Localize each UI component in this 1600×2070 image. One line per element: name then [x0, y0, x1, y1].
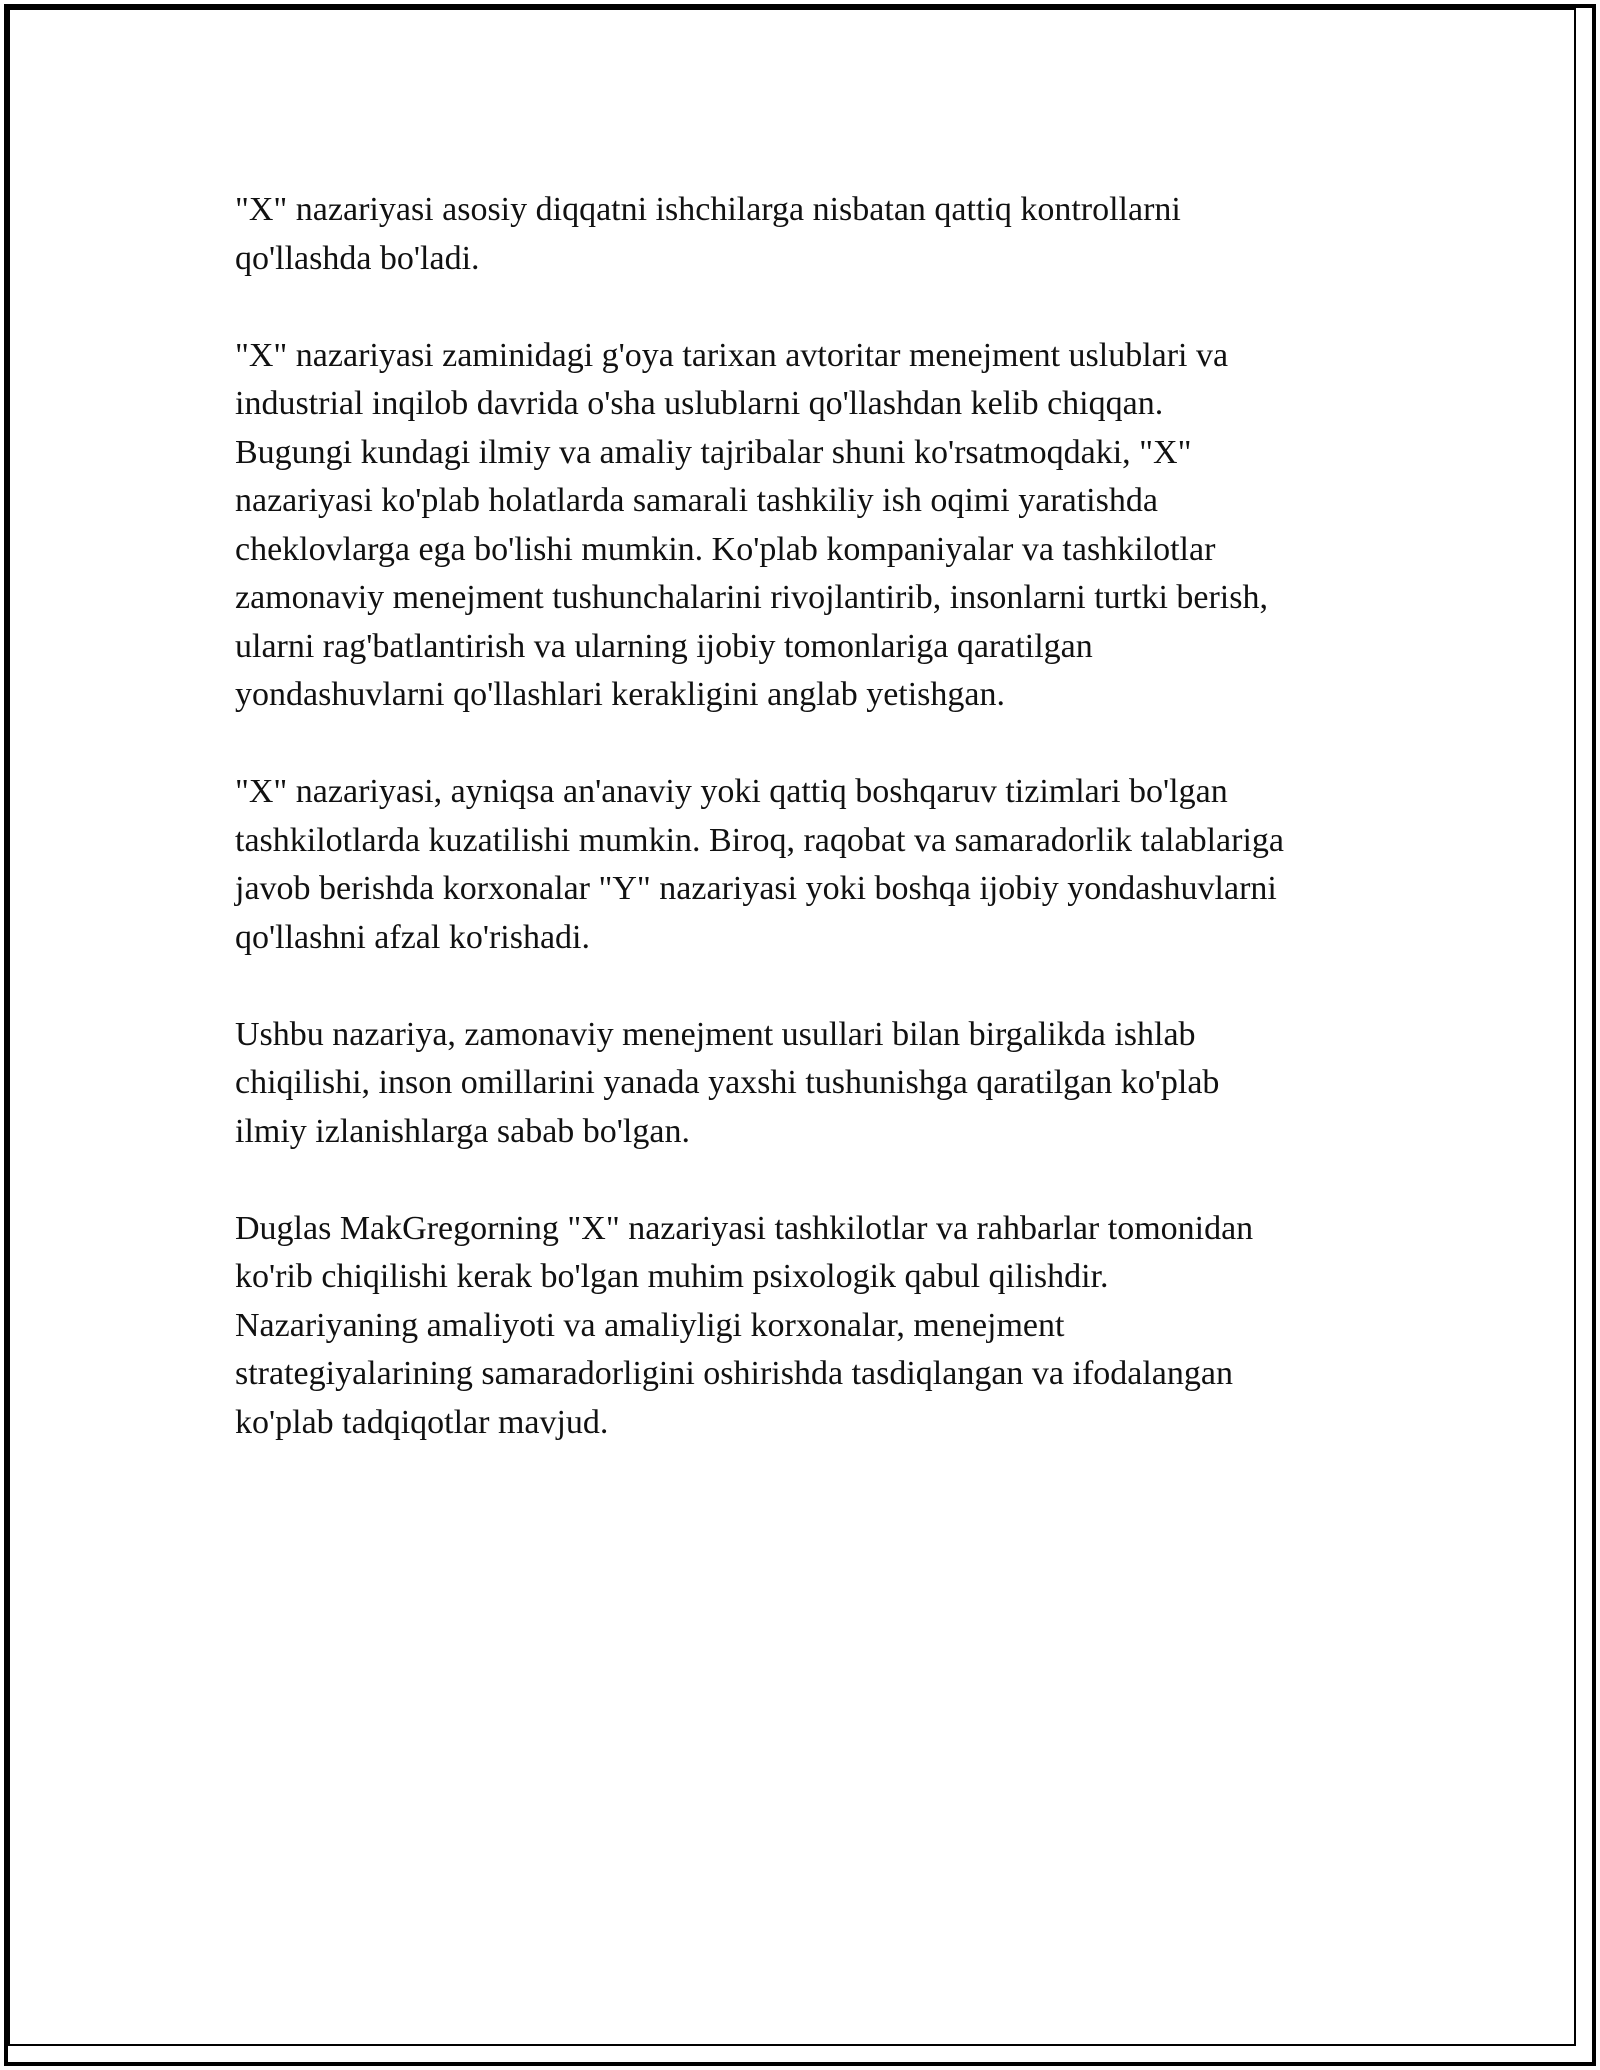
text-line: ilmiy izlanishlarga sabab bo'lgan.	[235, 1112, 690, 1150]
paragraph-5	[235, 1205, 1405, 1448]
text-line: qo'llashni afzal ko'rishadi.	[235, 918, 590, 956]
text-line: yondashuvlarni qo'llashlari kerakligini anglab yetishgan.	[235, 676, 1005, 713]
document-body	[235, 186, 1405, 1496]
text-line: chiqilishi, inson omillarini yanada yaxshi tushunishga qaratilgan ko'plab	[235, 1064, 1220, 1101]
text-line: tashkilotlarda kuzatilishi mumkin. Biroq, raqobat va samaradorlik talablariga	[235, 821, 1284, 859]
paragraph-2	[235, 332, 1405, 720]
text-line: Ushbu nazariya, zamonaviy menejment usullari bilan birgalikda ishlab	[235, 1015, 1196, 1053]
text-line: "X" nazariyasi zaminidagi g'oya tarixan avtoritar menejment uslublari va	[235, 336, 1229, 374]
text-line: Bugungi kundagi ilmiy va amaliy tajribalar shuni ko'rsatmoqdaki, "X"	[235, 433, 1192, 471]
paragraph-1	[235, 186, 1405, 283]
text-line: strategiyalarining samaradorligini oshirishda tasdiqlangan va ifodalangan	[235, 1355, 1233, 1392]
text-line: nazariyasi ko'plab holatlarda samarali tashkiliy ish oqimi yaratishda	[235, 482, 1158, 519]
text-line: ularni rag'batlantirish va ularning ijobiy tomonlariga qaratilgan	[235, 627, 1093, 665]
text-line: Duglas MakGregorning "X" nazariyasi tashkilotlar va rahbarlar tomonidan	[235, 1209, 1254, 1247]
text-line: qo'llashda bo'ladi.	[235, 239, 480, 277]
text-line: "X" nazariyasi, ayniqsa an'anaviy yoki qattiq boshqaruv tizimlari bo'lgan	[235, 773, 1228, 810]
text-line: industrial inqilob davrida o'sha uslublarni qo'llashdan kelib chiqqan.	[235, 385, 1164, 422]
text-line: ko'rib chiqilishi kerak bo'lgan muhim psixologik qabul qilishdir.	[235, 1258, 1109, 1295]
text-line: javob berishda korxonalar "Y" nazariyasi yoki boshqa ijobiy yondashuvlarni	[235, 870, 1277, 907]
paragraph-3	[235, 768, 1405, 962]
text-line: zamonaviy menejment tushunchalarini rivojlantirib, insonlarni turtki berish,	[235, 579, 1268, 616]
text-line: Nazariyaning amaliyoti va amaliyligi korxonalar, menejment	[235, 1306, 1065, 1344]
text-line: ko'plab tadqiqotlar mavjud.	[235, 1403, 609, 1441]
paragraph-4	[235, 1011, 1405, 1157]
text-line: cheklovlarga ega bo'lishi mumkin. Ko'plab kompaniyalar va tashkilotlar	[235, 530, 1216, 568]
text-line: "X" nazariyasi asosiy diqqatni ishchilarga nisbatan qattiq kontrollarni	[235, 191, 1181, 228]
